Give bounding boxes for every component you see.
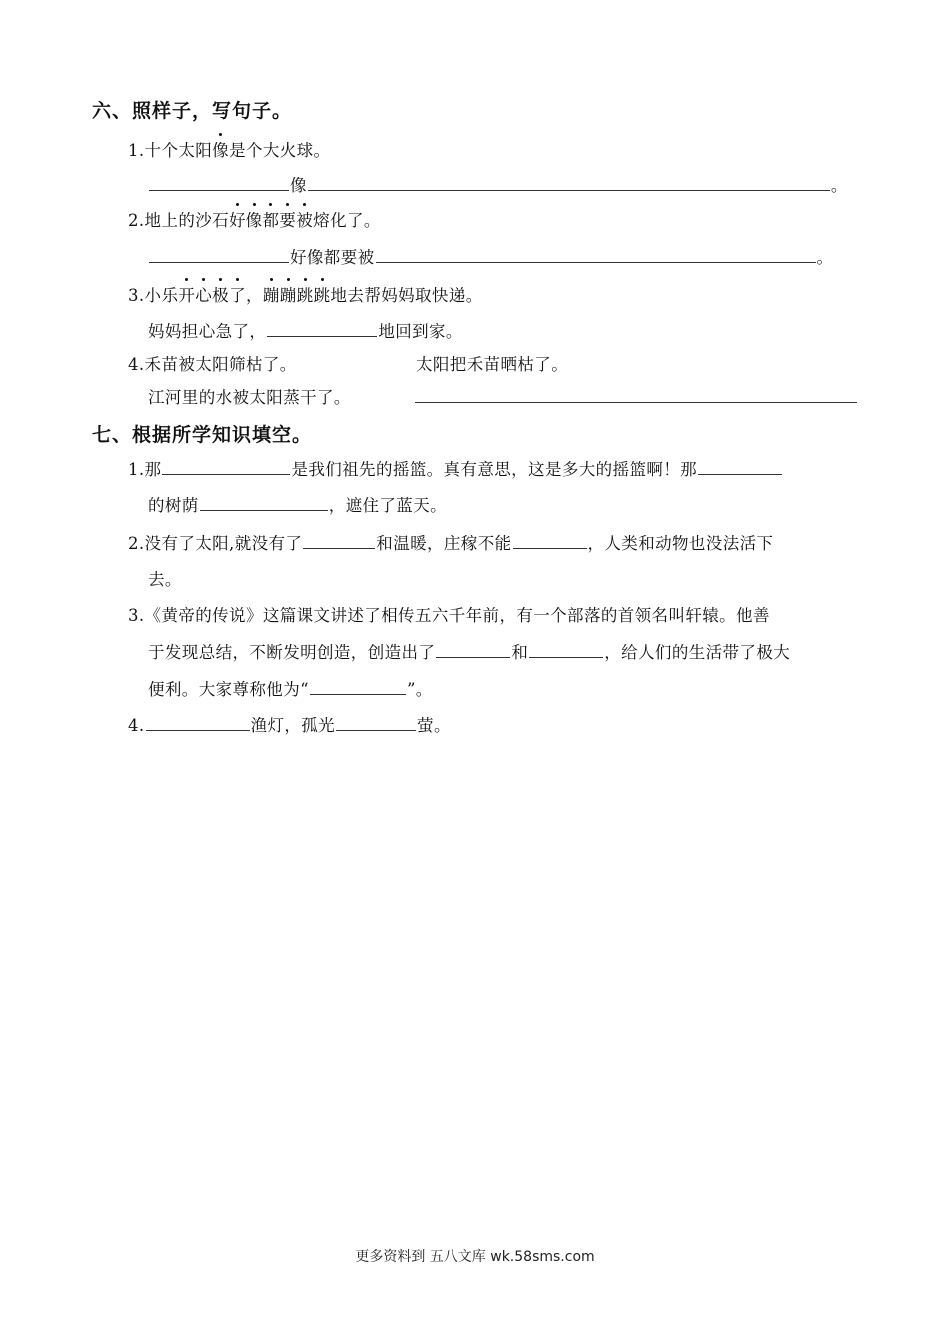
answer-blank[interactable] (146, 714, 250, 731)
q6-3-example: 3.小乐开心极了，蹦蹦跳跳地去帮妈妈取快递。 (128, 284, 483, 308)
emphasis-dots: 像 (212, 139, 229, 163)
q6-2-example: 2.地上的沙石好像都要被熔化了。 (128, 209, 381, 233)
answer-blank[interactable] (529, 641, 603, 658)
q6-3-answer: 妈妈担心急了， 地回到家。 (148, 322, 463, 341)
section-7-title: 七、根据所学知识填空。 (92, 424, 313, 446)
answer-blank[interactable] (698, 458, 782, 475)
q7-1-line1: 1.那 是我们祖先的摇篮。真有意思，这是多大的摇篮啊！那 (128, 458, 783, 482)
q6-4-left1: 4.禾苗被太阳筛枯了。 (128, 355, 297, 374)
answer-blank[interactable] (513, 532, 587, 549)
answer-blank[interactable] (308, 174, 830, 191)
emphasis-dots: 蹦蹦跳跳 (263, 286, 331, 305)
q7-3-line2: 于发现总结，不断发明创造，创造出了 和 ，给人们的生活带了极大 (148, 643, 791, 662)
answer-blank[interactable] (267, 320, 377, 337)
answer-blank[interactable] (200, 494, 328, 511)
emphasis-dots: 开心极了 (178, 286, 246, 305)
q7-2-line2: 去。 (148, 570, 182, 589)
answer-blank[interactable] (415, 386, 857, 403)
answer-blank[interactable] (149, 174, 289, 191)
q7-2-line1: 2.没有了太阳,就没有了 和温暖，庄稼不能 ，人类和动物也没法活下 (128, 534, 774, 553)
q6-1-answer: 像 。 (148, 174, 848, 198)
q6-4-left2: 江河里的水被太阳蒸干了。 (148, 388, 351, 407)
q6-2-answer: 好像都要被 。 (148, 246, 833, 270)
answer-blank[interactable] (162, 458, 290, 475)
answer-blank[interactable] (303, 532, 375, 549)
q7-1-line2: 的树荫 ，遮住了蓝天。 (148, 496, 448, 515)
q6-1-example: 1.十个太阳像是个大火球。 (128, 139, 330, 163)
section-6-title: 六、照样子，写句子。 (92, 100, 293, 122)
q6-4-answer (414, 386, 858, 410)
footer-source: 更多资料到 五八文库 wk.58sms.com (355, 1249, 595, 1265)
answer-blank[interactable] (436, 641, 510, 658)
q7-4-line1: 4. 渔灯，孤光 萤。 (128, 716, 451, 735)
q7-3-line1: 3.《黄帝的传说》这篇课文讲述了相传五六千年前，有一个部落的首领名叫轩辕。他善 (128, 606, 770, 625)
answer-blank[interactable] (149, 246, 289, 263)
answer-blank[interactable] (336, 714, 416, 731)
answer-blank[interactable] (310, 678, 406, 695)
q6-4-right1: 太阳把禾苗晒枯了。 (416, 355, 569, 374)
answer-blank[interactable] (376, 246, 816, 263)
q7-3-line3: 便利。大家尊称他为“ ”。 (148, 680, 433, 699)
emphasis-dots: 好像都要被 (229, 211, 313, 230)
